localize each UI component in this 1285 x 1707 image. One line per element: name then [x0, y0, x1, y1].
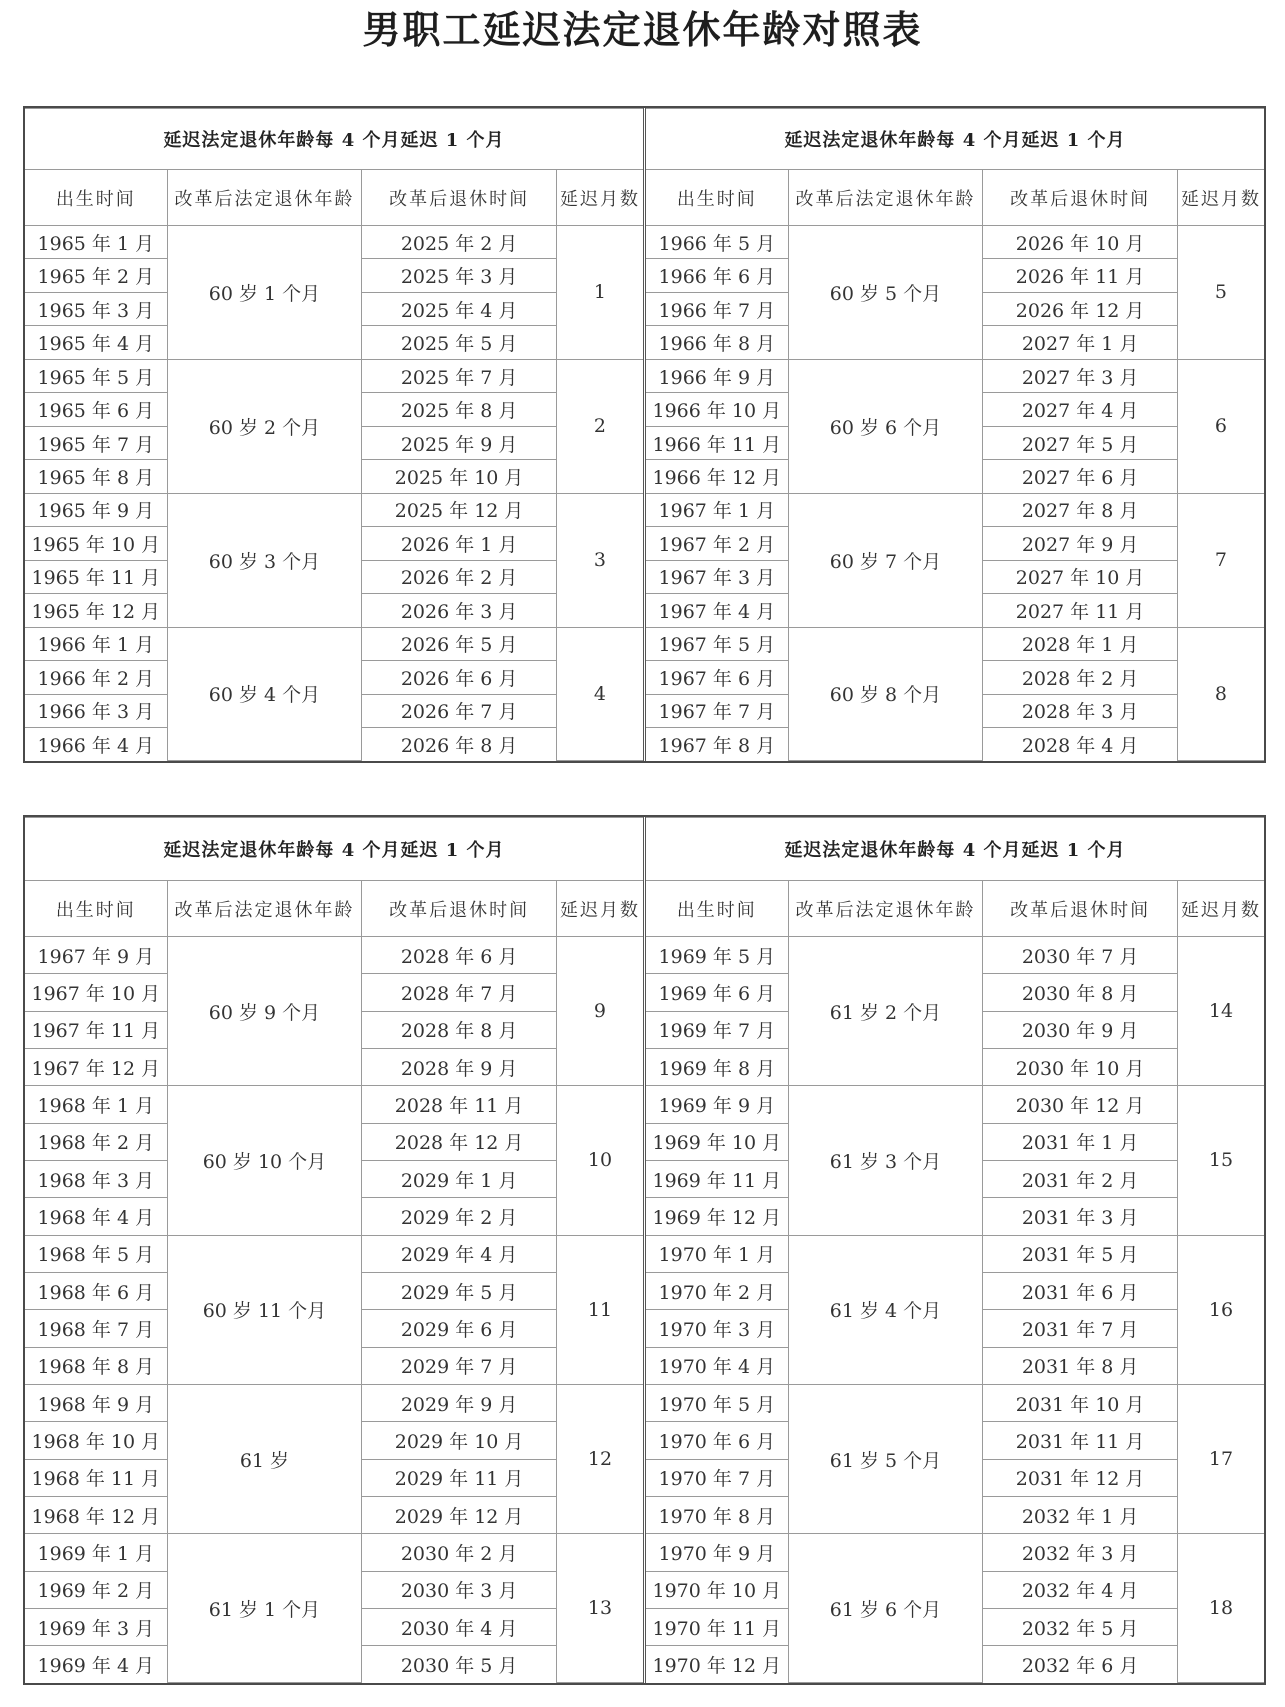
birth-date-cell: 1967 年 6 月 — [646, 661, 788, 694]
retirement-table — [25, 108, 643, 761]
retirement-time-cell: 2031 年 11 月 — [983, 1422, 1178, 1459]
retirement-time-cell: 2031 年 3 月 — [983, 1198, 1178, 1235]
birth-date-cell: 1967 年 2 月 — [646, 527, 788, 560]
page-title: 男职工延迟法定退休年龄对照表 — [362, 8, 923, 52]
birth-date-header: 出生时间 — [25, 170, 167, 226]
retirement-time-cell: 2032 年 1 月 — [983, 1496, 1178, 1533]
retirement-time-cell: 2031 年 6 月 — [983, 1272, 1178, 1309]
retirement-time-cell: 2032 年 6 月 — [983, 1646, 1178, 1683]
retirement-time-cell: 2029 年 6 月 — [362, 1310, 557, 1347]
retirement-time-cell: 2030 年 3 月 — [362, 1571, 557, 1608]
retirement-age-cell: 61 岁 6 个月 — [788, 1534, 983, 1683]
retirement-time-cell: 2029 年 1 月 — [362, 1160, 557, 1197]
birth-date-cell: 1970 年 11 月 — [646, 1608, 788, 1645]
retirement-age-header: 改革后法定退休年龄 — [167, 170, 362, 226]
birth-date-header: 出生时间 — [646, 881, 788, 937]
retirement-time-cell: 2026 年 10 月 — [983, 226, 1178, 259]
retirement-time-cell: 2031 年 8 月 — [983, 1347, 1178, 1384]
table-row — [646, 1534, 1264, 1571]
delay-months-cell: 6 — [1177, 359, 1264, 493]
table-row — [25, 1235, 643, 1272]
delay-months-cell: 9 — [556, 937, 643, 1086]
retirement-table — [25, 817, 643, 1683]
birth-date-cell: 1965 年 10 月 — [25, 527, 167, 560]
retirement-time-header: 改革后退休时间 — [983, 881, 1178, 937]
birth-date-cell: 1968 年 1 月 — [25, 1086, 167, 1123]
birth-date-cell: 1968 年 8 月 — [25, 1347, 167, 1384]
birth-date-cell: 1969 年 1 月 — [25, 1534, 167, 1571]
retirement-time-cell: 2027 年 10 月 — [983, 560, 1178, 593]
retirement-time-cell: 2031 年 5 月 — [983, 1235, 1178, 1272]
retirement-time-header: 改革后退休时间 — [362, 881, 557, 937]
retirement-time-cell: 2030 年 4 月 — [362, 1608, 557, 1645]
retirement-table — [646, 817, 1264, 1683]
birth-date-cell: 1969 年 12 月 — [646, 1198, 788, 1235]
table-row — [25, 1534, 643, 1571]
retirement-age-cell: 60 岁 3 个月 — [167, 493, 362, 627]
birth-date-cell: 1966 年 10 月 — [646, 393, 788, 426]
table-caption: 延迟法定退休年龄每 4 个月延迟 1 个月 — [646, 818, 1264, 881]
retirement-age-cell: 60 岁 10 个月 — [167, 1086, 362, 1235]
retirement-time-cell: 2028 年 6 月 — [362, 937, 557, 974]
retirement-time-cell: 2027 年 11 月 — [983, 594, 1178, 627]
retirement-age-cell: 60 岁 11 个月 — [167, 1235, 362, 1384]
retirement-time-cell: 2030 年 5 月 — [362, 1646, 557, 1683]
table-caption: 延迟法定退休年龄每 4 个月延迟 1 个月 — [646, 109, 1264, 170]
birth-date-cell: 1966 年 4 月 — [25, 728, 167, 761]
retirement-age-header: 改革后法定退休年龄 — [788, 881, 983, 937]
birth-date-cell: 1967 年 4 月 — [646, 594, 788, 627]
retirement-time-cell: 2028 年 3 月 — [983, 694, 1178, 727]
retirement-age-cell: 60 岁 1 个月 — [167, 226, 362, 360]
retirement-time-cell: 2029 年 11 月 — [362, 1459, 557, 1496]
birth-date-header: 出生时间 — [646, 170, 788, 226]
retirement-time-cell: 2025 年 12 月 — [362, 493, 557, 526]
retirement-time-cell: 2026 年 7 月 — [362, 694, 557, 727]
retirement-age-cell: 61 岁 5 个月 — [788, 1384, 983, 1533]
retirement-time-cell: 2025 年 3 月 — [362, 259, 557, 292]
retirement-time-cell: 2029 年 10 月 — [362, 1422, 557, 1459]
birth-date-cell: 1970 年 12 月 — [646, 1646, 788, 1683]
table-row — [25, 937, 643, 974]
birth-date-cell: 1969 年 8 月 — [646, 1048, 788, 1085]
retirement-time-cell: 2031 年 2 月 — [983, 1160, 1178, 1197]
delay-months-cell: 17 — [1177, 1384, 1264, 1533]
retirement-age-header: 改革后法定退休年龄 — [788, 170, 983, 226]
birth-date-cell: 1968 年 2 月 — [25, 1123, 167, 1160]
table-panel — [25, 817, 646, 1683]
birth-date-cell: 1966 年 12 月 — [646, 460, 788, 493]
table-row — [646, 1235, 1264, 1272]
retirement-time-cell: 2028 年 11 月 — [362, 1086, 557, 1123]
delay-months-header: 延迟月数 — [556, 881, 643, 937]
birth-date-cell: 1966 年 7 月 — [646, 292, 788, 325]
retirement-time-cell: 2031 年 12 月 — [983, 1459, 1178, 1496]
retirement-time-cell: 2028 年 9 月 — [362, 1048, 557, 1085]
birth-date-cell: 1967 年 10 月 — [25, 974, 167, 1011]
retirement-age-cell: 61 岁 1 个月 — [167, 1534, 362, 1683]
retirement-time-cell: 2031 年 1 月 — [983, 1123, 1178, 1160]
retirement-time-cell: 2026 年 11 月 — [983, 259, 1178, 292]
table-row — [646, 359, 1264, 392]
delay-months-cell: 16 — [1177, 1235, 1264, 1384]
retirement-age-cell: 61 岁 2 个月 — [788, 937, 983, 1086]
retirement-age-cell: 60 岁 5 个月 — [788, 226, 983, 360]
retirement-table — [646, 108, 1264, 761]
birth-date-cell: 1970 年 9 月 — [646, 1534, 788, 1571]
birth-date-cell: 1965 年 12 月 — [25, 594, 167, 627]
delay-months-cell: 8 — [1177, 627, 1264, 760]
retirement-time-cell: 2030 年 2 月 — [362, 1534, 557, 1571]
delay-months-cell: 12 — [556, 1384, 643, 1533]
delay-months-header: 延迟月数 — [556, 170, 643, 226]
retirement-age-cell: 60 岁 8 个月 — [788, 627, 983, 760]
birth-date-cell: 1968 年 10 月 — [25, 1422, 167, 1459]
birth-date-cell: 1969 年 3 月 — [25, 1608, 167, 1645]
birth-date-cell: 1966 年 8 月 — [646, 326, 788, 359]
birth-date-cell: 1970 年 1 月 — [646, 1235, 788, 1272]
retirement-time-cell: 2025 年 4 月 — [362, 292, 557, 325]
retirement-time-cell: 2027 年 4 月 — [983, 393, 1178, 426]
retirement-age-cell: 60 岁 2 个月 — [167, 359, 362, 493]
table-block-top — [23, 106, 1266, 763]
retirement-time-cell: 2027 年 8 月 — [983, 493, 1178, 526]
retirement-time-cell: 2028 年 2 月 — [983, 661, 1178, 694]
delay-months-cell: 2 — [556, 359, 643, 493]
birth-date-cell: 1967 年 11 月 — [25, 1011, 167, 1048]
delay-months-cell: 4 — [556, 627, 643, 760]
birth-date-cell: 1970 年 6 月 — [646, 1422, 788, 1459]
birth-date-cell: 1968 年 7 月 — [25, 1310, 167, 1347]
retirement-time-cell: 2032 年 3 月 — [983, 1534, 1178, 1571]
birth-date-cell: 1969 年 10 月 — [646, 1123, 788, 1160]
birth-date-cell: 1970 年 4 月 — [646, 1347, 788, 1384]
birth-date-header: 出生时间 — [25, 881, 167, 937]
birth-date-cell: 1970 年 8 月 — [646, 1496, 788, 1533]
birth-date-cell: 1965 年 5 月 — [25, 359, 167, 392]
retirement-time-cell: 2030 年 10 月 — [983, 1048, 1178, 1085]
retirement-time-cell: 2030 年 8 月 — [983, 974, 1178, 1011]
retirement-time-cell: 2028 年 8 月 — [362, 1011, 557, 1048]
retirement-time-cell: 2025 年 5 月 — [362, 326, 557, 359]
retirement-age-header: 改革后法定退休年龄 — [167, 881, 362, 937]
birth-date-cell: 1968 年 5 月 — [25, 1235, 167, 1272]
table-row — [646, 627, 1264, 660]
retirement-time-cell: 2026 年 5 月 — [362, 627, 557, 660]
retirement-time-cell: 2027 年 5 月 — [983, 426, 1178, 459]
table-row — [25, 1086, 643, 1123]
birth-date-cell: 1965 年 3 月 — [25, 292, 167, 325]
retirement-time-cell: 2027 年 3 月 — [983, 359, 1178, 392]
retirement-time-cell: 2027 年 6 月 — [983, 460, 1178, 493]
retirement-time-cell: 2029 年 12 月 — [362, 1496, 557, 1533]
retirement-time-cell: 2028 年 7 月 — [362, 974, 557, 1011]
table-caption: 延迟法定退休年龄每 4 个月延迟 1 个月 — [25, 109, 643, 170]
retirement-time-header: 改革后退休时间 — [362, 170, 557, 226]
birth-date-cell: 1969 年 11 月 — [646, 1160, 788, 1197]
birth-date-cell: 1967 年 7 月 — [646, 694, 788, 727]
delay-months-cell: 1 — [556, 226, 643, 360]
birth-date-cell: 1966 年 2 月 — [25, 661, 167, 694]
retirement-time-cell: 2032 年 4 月 — [983, 1571, 1178, 1608]
delay-months-cell: 15 — [1177, 1086, 1264, 1235]
birth-date-cell: 1965 年 4 月 — [25, 326, 167, 359]
retirement-time-cell: 2026 年 2 月 — [362, 560, 557, 593]
retirement-age-cell: 61 岁 — [167, 1384, 362, 1533]
table-row — [25, 627, 643, 660]
birth-date-cell: 1966 年 11 月 — [646, 426, 788, 459]
delay-months-header: 延迟月数 — [1177, 170, 1264, 226]
birth-date-cell: 1968 年 12 月 — [25, 1496, 167, 1533]
birth-date-cell: 1970 年 5 月 — [646, 1384, 788, 1421]
table-block-bottom — [23, 815, 1266, 1685]
birth-date-cell: 1968 年 6 月 — [25, 1272, 167, 1309]
table-row — [25, 226, 643, 259]
retirement-time-cell: 2025 年 10 月 — [362, 460, 557, 493]
table-row — [646, 226, 1264, 259]
birth-date-cell: 1965 年 7 月 — [25, 426, 167, 459]
retirement-time-cell: 2031 年 7 月 — [983, 1310, 1178, 1347]
table-row — [25, 1384, 643, 1421]
table-row — [25, 493, 643, 526]
retirement-age-cell: 61 岁 4 个月 — [788, 1235, 983, 1384]
retirement-time-cell: 2025 年 9 月 — [362, 426, 557, 459]
birth-date-cell: 1965 年 2 月 — [25, 259, 167, 292]
table-row — [25, 359, 643, 392]
delay-months-cell: 7 — [1177, 493, 1264, 627]
retirement-time-cell: 2027 年 9 月 — [983, 527, 1178, 560]
delay-months-cell: 3 — [556, 493, 643, 627]
retirement-time-cell: 2029 年 4 月 — [362, 1235, 557, 1272]
retirement-time-cell: 2025 年 8 月 — [362, 393, 557, 426]
birth-date-cell: 1967 年 12 月 — [25, 1048, 167, 1085]
birth-date-cell: 1969 年 2 月 — [25, 1571, 167, 1608]
retirement-time-cell: 2026 年 1 月 — [362, 527, 557, 560]
birth-date-cell: 1968 年 11 月 — [25, 1459, 167, 1496]
retirement-time-cell: 2026 年 12 月 — [983, 292, 1178, 325]
table-row — [646, 493, 1264, 526]
retirement-time-cell: 2028 年 12 月 — [362, 1123, 557, 1160]
retirement-time-cell: 2030 年 12 月 — [983, 1086, 1178, 1123]
birth-date-cell: 1966 年 9 月 — [646, 359, 788, 392]
birth-date-cell: 1967 年 1 月 — [646, 493, 788, 526]
birth-date-cell: 1970 年 7 月 — [646, 1459, 788, 1496]
birth-date-cell: 1967 年 5 月 — [646, 627, 788, 660]
delay-months-cell: 13 — [556, 1534, 643, 1683]
retirement-time-cell: 2030 年 7 月 — [983, 937, 1178, 974]
birth-date-cell: 1966 年 5 月 — [646, 226, 788, 259]
retirement-time-cell: 2032 年 5 月 — [983, 1608, 1178, 1645]
birth-date-cell: 1965 年 1 月 — [25, 226, 167, 259]
retirement-time-cell: 2025 年 2 月 — [362, 226, 557, 259]
table-row — [646, 1384, 1264, 1421]
table-row — [646, 937, 1264, 974]
retirement-age-cell: 60 岁 6 个月 — [788, 359, 983, 493]
birth-date-cell: 1965 年 11 月 — [25, 560, 167, 593]
retirement-time-cell: 2028 年 4 月 — [983, 728, 1178, 761]
birth-date-cell: 1969 年 4 月 — [25, 1646, 167, 1683]
retirement-time-cell: 2026 年 6 月 — [362, 661, 557, 694]
birth-date-cell: 1968 年 3 月 — [25, 1160, 167, 1197]
birth-date-cell: 1965 年 9 月 — [25, 493, 167, 526]
retirement-age-cell: 61 岁 3 个月 — [788, 1086, 983, 1235]
retirement-time-cell: 2029 年 7 月 — [362, 1347, 557, 1384]
birth-date-cell: 1968 年 9 月 — [25, 1384, 167, 1421]
delay-months-cell: 11 — [556, 1235, 643, 1384]
birth-date-cell: 1968 年 4 月 — [25, 1198, 167, 1235]
table-panel — [646, 817, 1264, 1683]
birth-date-cell: 1966 年 3 月 — [25, 694, 167, 727]
birth-date-cell: 1966 年 1 月 — [25, 627, 167, 660]
birth-date-cell: 1970 年 2 月 — [646, 1272, 788, 1309]
birth-date-cell: 1969 年 5 月 — [646, 937, 788, 974]
delay-months-cell: 18 — [1177, 1534, 1264, 1683]
delay-months-cell: 5 — [1177, 226, 1264, 360]
birth-date-cell: 1967 年 3 月 — [646, 560, 788, 593]
table-panel — [646, 108, 1264, 761]
table-caption: 延迟法定退休年龄每 4 个月延迟 1 个月 — [25, 818, 643, 881]
birth-date-cell: 1970 年 3 月 — [646, 1310, 788, 1347]
birth-date-cell: 1969 年 6 月 — [646, 974, 788, 1011]
birth-date-cell: 1969 年 9 月 — [646, 1086, 788, 1123]
birth-date-cell: 1965 年 8 月 — [25, 460, 167, 493]
retirement-time-cell: 2030 年 9 月 — [983, 1011, 1178, 1048]
retirement-age-cell: 60 岁 9 个月 — [167, 937, 362, 1086]
retirement-time-cell: 2029 年 5 月 — [362, 1272, 557, 1309]
retirement-age-cell: 60 岁 7 个月 — [788, 493, 983, 627]
table-panel — [25, 108, 646, 761]
retirement-time-cell: 2026 年 8 月 — [362, 728, 557, 761]
birth-date-cell: 1966 年 6 月 — [646, 259, 788, 292]
retirement-time-cell: 2029 年 2 月 — [362, 1198, 557, 1235]
retirement-age-cell: 60 岁 4 个月 — [167, 627, 362, 760]
retirement-time-cell: 2027 年 1 月 — [983, 326, 1178, 359]
table-row — [646, 1086, 1264, 1123]
birth-date-cell: 1970 年 10 月 — [646, 1571, 788, 1608]
retirement-time-cell: 2026 年 3 月 — [362, 594, 557, 627]
birth-date-cell: 1965 年 6 月 — [25, 393, 167, 426]
birth-date-cell: 1969 年 7 月 — [646, 1011, 788, 1048]
birth-date-cell: 1967 年 9 月 — [25, 937, 167, 974]
retirement-time-cell: 2025 年 7 月 — [362, 359, 557, 392]
delay-months-cell: 14 — [1177, 937, 1264, 1086]
delay-months-header: 延迟月数 — [1177, 881, 1264, 937]
retirement-time-cell: 2031 年 10 月 — [983, 1384, 1178, 1421]
retirement-time-cell: 2028 年 1 月 — [983, 627, 1178, 660]
delay-months-cell: 10 — [556, 1086, 643, 1235]
birth-date-cell: 1967 年 8 月 — [646, 728, 788, 761]
retirement-time-cell: 2029 年 9 月 — [362, 1384, 557, 1421]
retirement-time-header: 改革后退休时间 — [983, 170, 1178, 226]
